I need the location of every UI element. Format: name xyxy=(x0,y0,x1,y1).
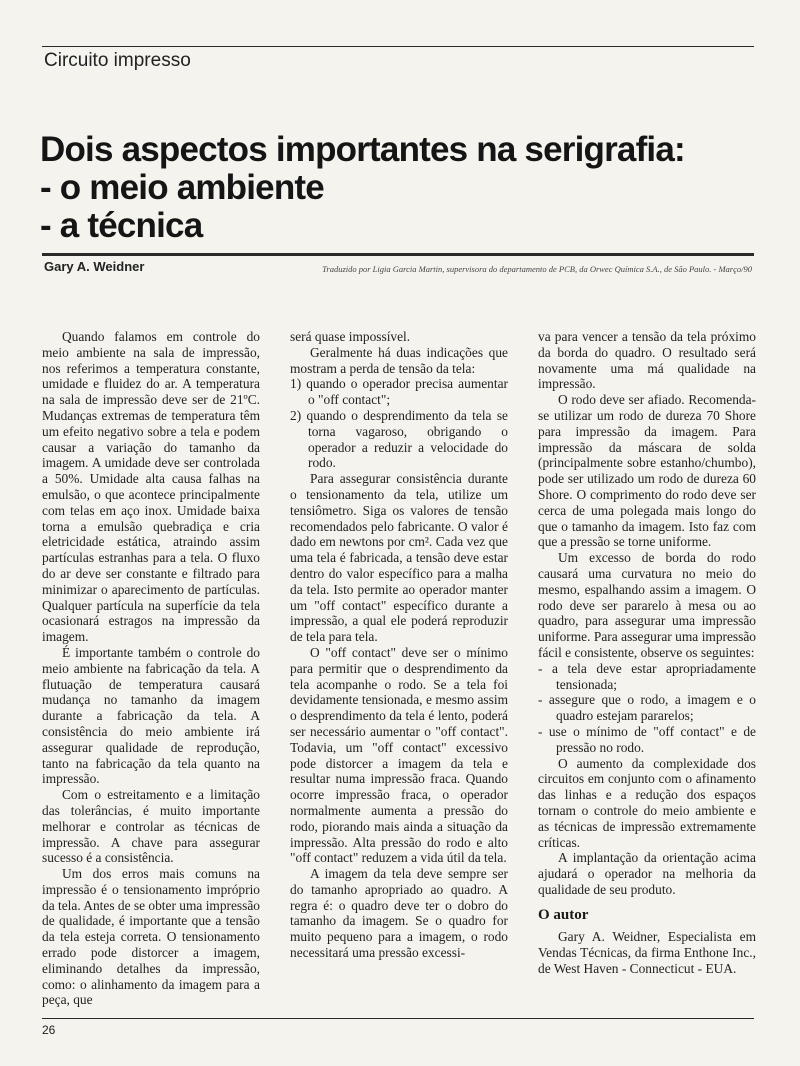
list-item: - a tela deve estar apropriadamente tensionada; xyxy=(538,660,756,692)
title-line-1: Dois aspectos importantes na serigrafia: xyxy=(40,130,685,169)
paragraph: A imagem da tela deve sempre ser do tamanho apropriado ao quadro. A regra é: o quadro deve ter o dobro do tamanho da imagem. Se o quadro for muito pequeno para a imagem, o rodo necessitará uma pressão excessi- xyxy=(290,866,508,961)
recommendations-list xyxy=(538,661,756,756)
list-item: 2) quando o desprendimento da tela se torna vagaroso, obrigando o operador a reduzir a velocidade do rodo. xyxy=(290,407,508,471)
title-rule xyxy=(42,253,754,256)
section-label: Circuito impresso xyxy=(44,50,191,71)
list-item: - assegure que o rodo, a imagem e o quadro estejam pararelos; xyxy=(538,692,756,724)
paragraph: O aumento da complexidade dos circuitos em conjunto com o afinamento das linhas e a redução dos espaços tornam o controle do meio ambiente e as técnicas de impressão extremamente críticas. xyxy=(538,755,756,850)
article-column-2 xyxy=(290,329,508,961)
paragraph: Quando falamos em controle do meio ambiente na sala de impressão, nos referimos a temperatura constante, umidade e fluidez do ar. A temperatura na sala de impressão deve ser de 21ºC. Mudanças extremas de temperatura têm um efeito negativo sobre a tela e podem causar a variação do tamanho da imagem. A umidade deve ser controlada a 50%. Umidade alta causa falhas na emulsão, o que acontece principalmente com telas em aço inox. Umidade baixa torna a emulsão quebradiça e cria eletricidade estática, atraindo assim partículas estranhas para a tela. O fluxo do ar deve ser constante e filtrado para minimizar o aparecimento de partículas. Qualquer partícula na superfície da tela ocasionará estragos na impressão da imagem. xyxy=(42,329,260,645)
title-line-3: - a técnica xyxy=(40,206,203,245)
list-item: - use o mínimo de "off contact" e de pressão no rodo. xyxy=(538,723,756,755)
page-number: 26 xyxy=(42,1023,56,1037)
translation-credit: Traduzido por Ligia Garcia Martin, supervisora do departamento de PCB, da Orwec Química S.A., de São Paulo. - Março/90 xyxy=(322,264,752,274)
author-byline: Gary A. Weidner xyxy=(44,259,145,274)
paragraph: O rodo deve ser afiado. Recomenda-se utilizar um rodo de dureza 70 Shore para impressão da imagem. Para impressão da máscara de solda (principalmente sobre estanho/chumbo), pode ser utilizado um rodo de dureza 60 Shore. O comprimento do rodo deve ser cerca de uma polegada mais longo do que o tamanho da imagem. Isto faz com que a pressão se torne uniforme. xyxy=(538,392,756,550)
article-column-3 xyxy=(538,329,756,977)
paragraph: É importante também o controle do meio ambiente na fabricação da tela. A flutuação de temperatura causará mudança no tamanho da imagem durante a fabricação da tela. A consistência do meio ambiente irá assegurar qualidade de reprodução, tanto na fabricação da tela quanto na impressão. xyxy=(42,644,260,787)
list-item: 1) quando o operador precisa aumentar o "off contact"; xyxy=(290,376,508,408)
paragraph: A implantação da orientação acima ajudará o operador na melhoria da qualidade de seu produto. xyxy=(538,850,756,897)
article-title xyxy=(40,131,770,245)
author-heading: O autor xyxy=(538,906,589,923)
paragraph: Com o estreitamento e a limitação das tolerâncias, é muito importante melhorar e controlar as técnicas de impressão. A chave para assegurar sucesso é a consistência. xyxy=(42,787,260,866)
top-rule xyxy=(42,46,754,47)
article-column-1 xyxy=(42,329,260,1008)
paragraph: Um dos erros mais comuns na impressão é o tensionamento impróprio da tela. Antes de se obter uma impressão de qualidade, é importante que a tensão da tela esteja correta. O tensionamento errado pode distorcer a imagem, eliminando detalhes da impressão, como: o alinhamento da imagem para a peça, que xyxy=(42,866,260,1008)
paragraph: Geralmente há duas indicações que mostram a perda de tensão da tela: xyxy=(290,344,508,376)
paragraph: Um excesso de borda do rodo causará uma curvatura no meio do mesmo, espalhando assim a imagem. O rodo deve ser pararelo à mesa ou ao quadro, para assegurar uma impressão uniforme. Para assegurar uma impressão fácil e consistente, observe os seguintes: xyxy=(538,550,756,660)
paragraph: será quase impossível. xyxy=(290,329,411,344)
paragraph: Para assegurar consistência durante o tensionamento da tela, utilize um tensiômetro. Siga os valores de tensão recomendados pelo fabricante. O valor é dado em newtons por cm². Cada vez que uma tela é fabricada, a tensão deve estar dentro do valor específico para a malha da tela. Isto permite ao operador manter um "off contact" específico durante a impressão, a qual ele poderá reproduzir de tela para tela. xyxy=(290,471,508,645)
tension-indicators-list xyxy=(290,376,508,471)
paragraph: O "off contact" deve ser o mínimo para permitir que o desprendimento da tela acompanhe o rodo. Se a tela foi devidamente tensionada, e mesmo assim o desprendimento da tela é lento, poderá ser necessário aumentar o "off contact". Todavia, um "off contact" excessivo pode distorcer a imagem da tela e resultar numa impressão fraca. Quando ocorre impressão fraca, o operador normalmente aumenta a pressão do rodo, piorando mais ainda a situação da impressão. Alta pressão do rodo e alto "off contact" reduzem a vida útil da tela. xyxy=(290,644,508,866)
bottom-rule xyxy=(42,1018,754,1019)
paragraph: va para vencer a tensão da tela próximo da borda do quadro. O resultado será novamente uma má qualidade na impressão. xyxy=(538,329,756,392)
title-line-2: - o meio ambiente xyxy=(40,168,324,207)
author-bio: Gary A. Weidner, Especialista em Vendas Técnicas, da firma Enthone Inc., de West Haven - Connecticut - EUA. xyxy=(538,929,756,977)
